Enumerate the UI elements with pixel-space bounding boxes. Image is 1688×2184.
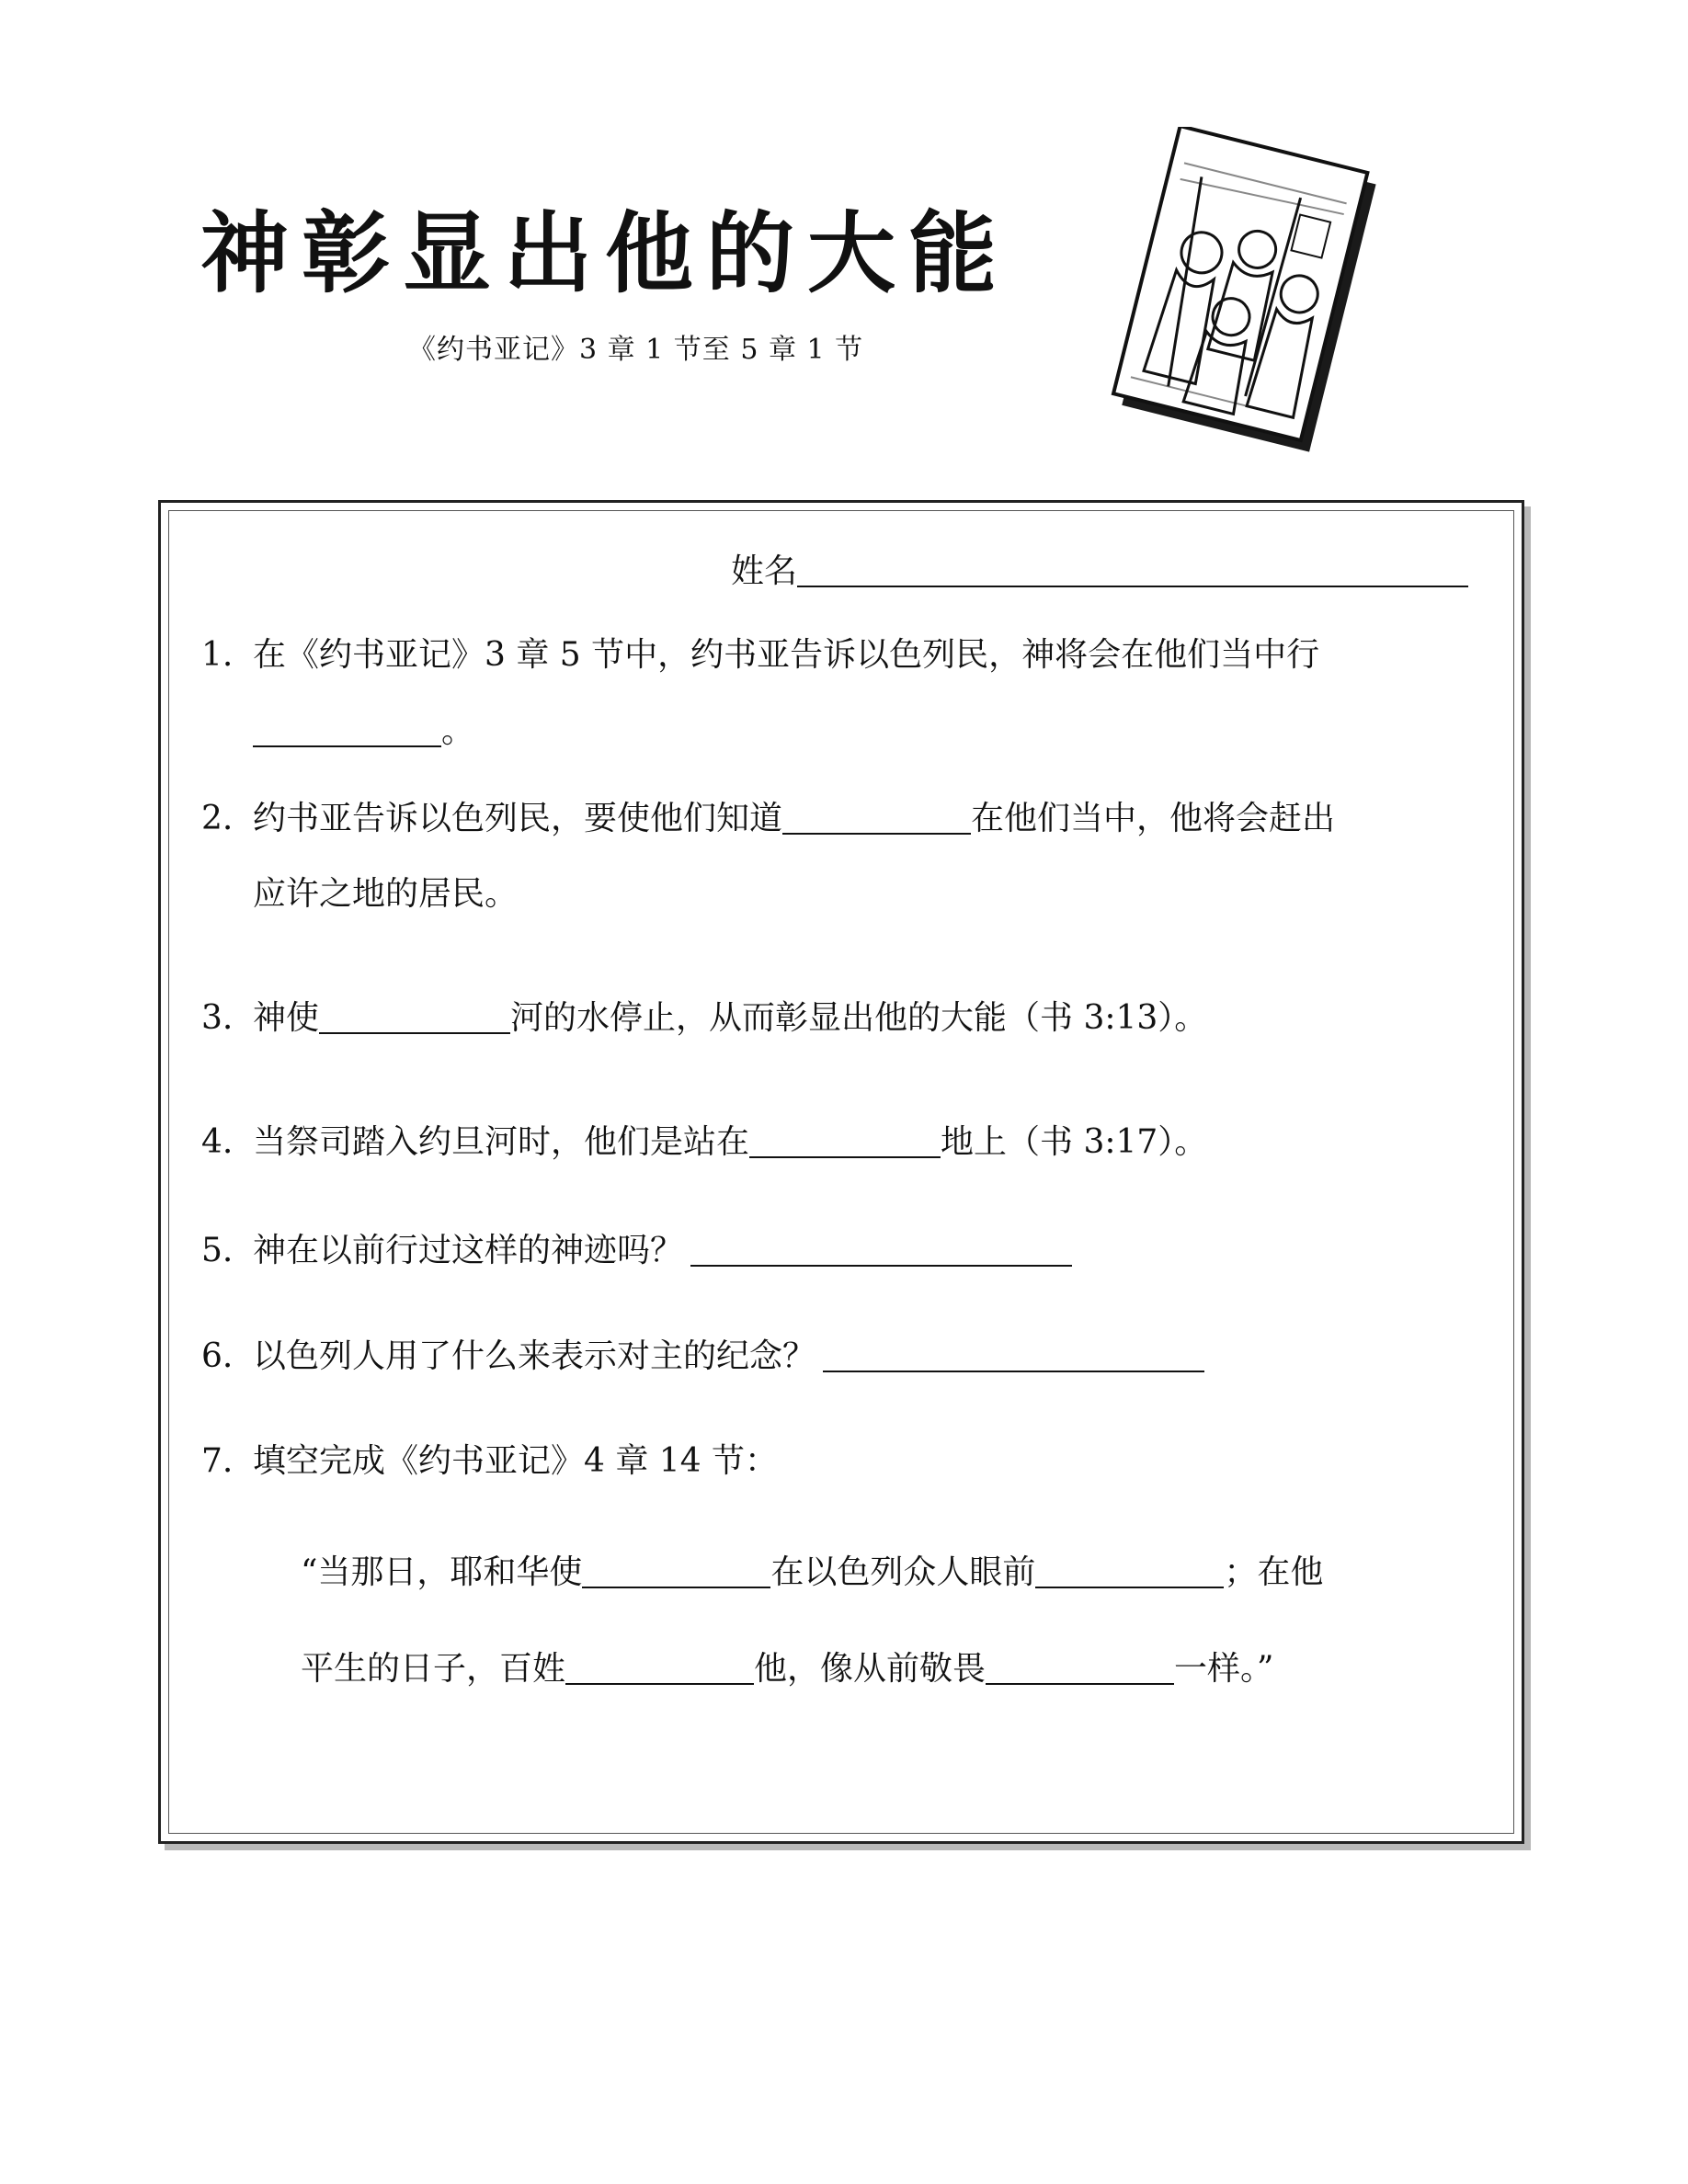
question-6 (201, 1339, 1204, 1373)
worksheet-inner-border (168, 510, 1514, 1834)
question-number: 5. (201, 1232, 234, 1269)
question-6-answer-field[interactable] (823, 1339, 1204, 1372)
question-2-line-2: 应许之地的居民。 (253, 875, 519, 913)
question-text: 河的水停止，从而彰显出他的大能（书 3:13）。 (510, 999, 1208, 1037)
bible-story-picture-icon (1109, 127, 1385, 458)
verse-text: ；在他 (1224, 1553, 1324, 1591)
question-4-answer-field[interactable] (749, 1125, 941, 1158)
question-2-answer-field[interactable] (782, 802, 971, 835)
verse-text: 他，像从前敬畏 (754, 1650, 987, 1688)
verse-blank-2[interactable] (1035, 1555, 1224, 1588)
question-text: 。 (441, 712, 475, 750)
question-text: 约书亚告诉以色列民，要使他们知道 (253, 800, 783, 837)
worksheet-frame (158, 500, 1524, 1844)
question-number: 1. (201, 636, 234, 674)
name-label: 姓名 (731, 552, 798, 590)
name-answer-field[interactable] (797, 554, 1468, 587)
question-number: 6. (201, 1337, 234, 1375)
question-7 (201, 1442, 779, 1480)
question-number: 4. (201, 1123, 234, 1161)
verse-text: 一样。” (1174, 1650, 1274, 1688)
question-number: 2. (201, 800, 234, 837)
question-3 (201, 1001, 1207, 1035)
question-1-answer-field[interactable] (253, 714, 441, 747)
verse-blank-1[interactable] (582, 1555, 770, 1588)
verse-text: 在以色列众人眼前 (770, 1553, 1036, 1591)
verse-text: “当那日，耶和华使 (301, 1553, 583, 1591)
verse-blank-4[interactable] (986, 1652, 1174, 1685)
verse-line-1 (301, 1555, 1323, 1589)
page-title: 神彰显出他的大能 (200, 202, 1009, 305)
question-2 (201, 802, 1335, 836)
question-text: 填空完成《约书亚记》4 章 14 节： (253, 1442, 779, 1480)
question-1-answer-row (253, 714, 474, 748)
question-4 (201, 1125, 1207, 1159)
question-text: 当祭司踏入约旦河时，他们是站在 (253, 1123, 750, 1161)
question-text: 在他们当中，他将会赶出 (971, 800, 1336, 837)
question-text: 地上（书 3:17）。 (941, 1123, 1208, 1161)
question-text: 神使 (253, 999, 320, 1037)
verse-blank-3[interactable] (565, 1652, 754, 1685)
scripture-reference: 《约书亚记》3 章 1 节至 5 章 1 节 (408, 334, 864, 366)
question-5-answer-field[interactable] (690, 1234, 1072, 1267)
question-text: 在《约书亚记》3 章 5 节中，约书亚告诉以色列民，神将会在他们当中行 (253, 636, 1320, 674)
question-3-answer-field[interactable] (319, 1001, 510, 1034)
question-text: 以色列人用了什么来表示对主的纪念？ (253, 1337, 816, 1375)
question-text: 神在以前行过这样的神迹吗？ (253, 1232, 684, 1269)
question-number: 7. (201, 1442, 234, 1480)
verse-line-2 (301, 1652, 1273, 1686)
question-number: 3. (201, 999, 234, 1037)
verse-text: 平生的日子，百姓 (301, 1650, 566, 1688)
question-5 (201, 1234, 1072, 1268)
question-1 (201, 636, 1320, 674)
name-row (731, 554, 1468, 588)
